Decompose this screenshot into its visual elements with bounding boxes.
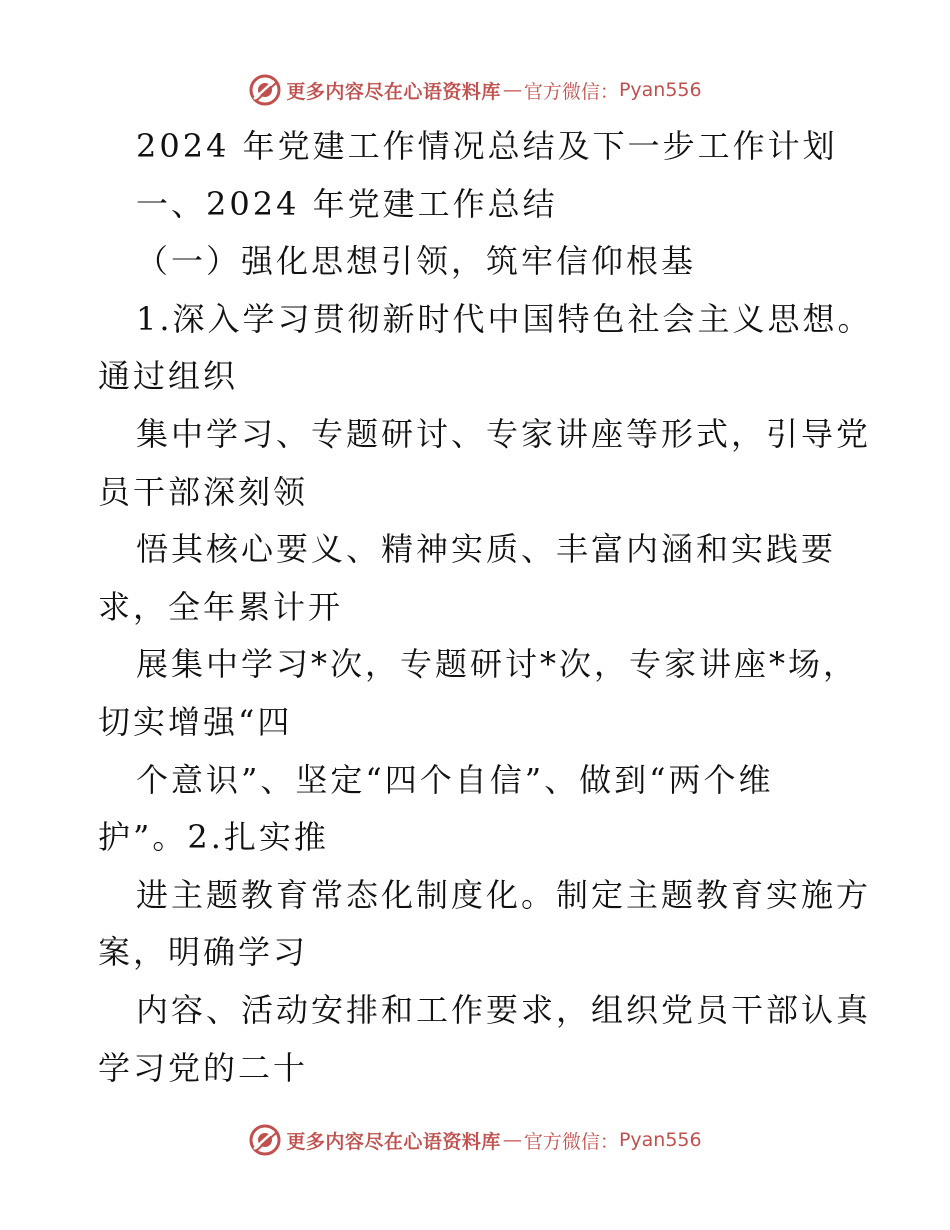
brand-name: 更多内容尽在心语资料库 [286, 80, 501, 103]
text-line: 员干部深刻领 [98, 472, 309, 511]
text-line: 1.深入学习贯彻新时代中国特色社会主义思想。 [136, 299, 873, 338]
wechat-label: 官方微信： [523, 1130, 619, 1153]
text-line: 切实增强“四 [98, 702, 293, 741]
banner-dash: — [502, 79, 522, 101]
text-line: 进主题教育常态化制度化。制定主题教育实施方 [136, 875, 872, 914]
document-body [98, 118, 873, 1097]
text-line: 案，明确学习 [98, 933, 309, 972]
header-watermark-banner [0, 70, 950, 110]
text-line: 悟其核心要义、精神实质、丰富内涵和实践要 [136, 530, 837, 569]
wechat-id: Pyan556 [618, 79, 702, 101]
text-line: 学习党的二十 [98, 1048, 309, 1087]
text-line: 求，全年累计开 [98, 587, 344, 626]
text-line: 个意识”、坚定“四个自信”、做到“两个维 [136, 760, 774, 799]
text-line: 护”。2.扎实推 [98, 818, 329, 857]
text-line: 通过组织 [98, 357, 239, 396]
brand-logo-icon [248, 73, 282, 107]
text-line: （一）强化思想引领，筑牢信仰根基 [136, 242, 697, 281]
text-line: 一、2024 年党建工作总结 [136, 184, 558, 223]
text-line: 内容、活动安排和工作要求，组织党员干部认真 [136, 990, 872, 1029]
footer-watermark-banner [0, 1120, 950, 1160]
text-line: 集中学习、专题研讨、专家讲座等形式，引导党 [136, 414, 872, 453]
brand-name: 更多内容尽在心语资料库 [286, 1130, 501, 1153]
text-line: 展集中学习*次，专题研讨*次，专家讲座*场， [136, 645, 859, 684]
wechat-id: Pyan556 [618, 1129, 702, 1151]
wechat-label: 官方微信： [523, 80, 619, 103]
banner-dash: — [502, 1129, 522, 1151]
brand-logo-icon [248, 1123, 282, 1157]
text-line: 2024 年党建工作情况总结及下一步工作计划 [136, 127, 838, 165]
